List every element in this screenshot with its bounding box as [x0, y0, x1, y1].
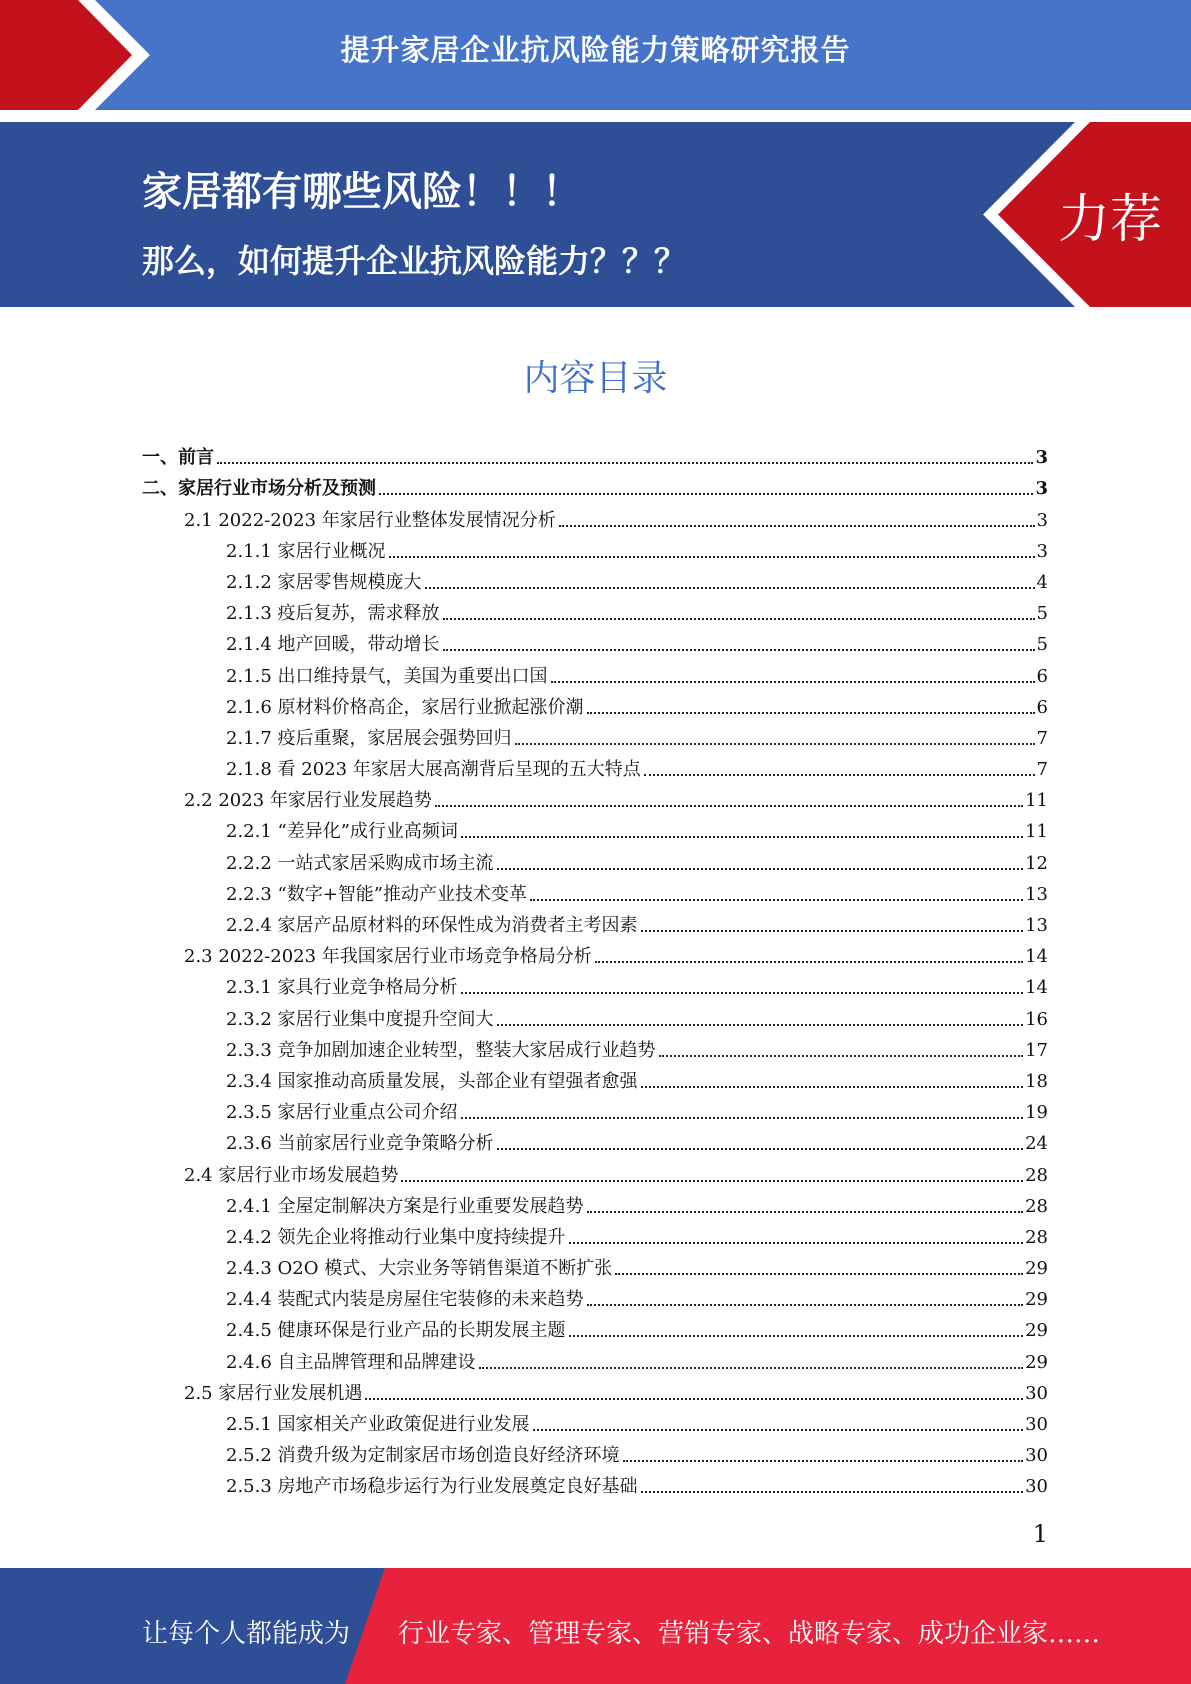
toc-entry-title: 2.1.4 地产回暖，带动增长 — [226, 634, 440, 656]
toc-dot-leader — [461, 991, 1024, 994]
toc-dot-leader — [533, 1428, 1024, 1431]
page-number: 1 — [1032, 1520, 1048, 1548]
toc-dot-leader — [497, 1023, 1024, 1026]
toc-entry[interactable] — [142, 594, 1048, 625]
toc-entry-title: 2.3 2022-2023 年我国家居行业市场竞争格局分析 — [184, 946, 592, 968]
toc-entry-page: 30 — [1025, 1445, 1048, 1467]
toc-entry-title: 2.4 家居行业市场发展趋势 — [184, 1164, 399, 1186]
toc-dot-leader — [461, 1116, 1024, 1119]
toc-entry-page: 11 — [1025, 821, 1048, 843]
toc-entry-page: 29 — [1025, 1289, 1048, 1311]
toc-entry[interactable] — [142, 968, 1048, 999]
toc-dot-leader — [587, 1210, 1024, 1213]
toc-entry-title: 2.1.8 看 2023 年家居大展高潮背后呈现的五大特点 — [226, 759, 641, 781]
toc-dot-leader — [569, 1334, 1024, 1337]
footer-slogan-right: 行业专家、管理专家、营销专家、战略专家、成功企业家…… — [398, 1619, 1101, 1649]
toc-entry-title: 2.3.4 国家推动高质量发展，头部企业有望强者愈强 — [226, 1070, 638, 1092]
toc-entry-title: 2.3.1 家具行业竞争格局分析 — [226, 977, 458, 999]
toc-entry-page: 7 — [1036, 727, 1048, 749]
toc-dot-leader — [435, 804, 1023, 807]
toc-entry-page: 28 — [1025, 1195, 1048, 1217]
toc-dot-leader — [641, 929, 1024, 932]
toc-dot-leader — [461, 835, 1023, 838]
toc-entry[interactable] — [142, 656, 1048, 687]
toc-entry-title: 2.1.7 疫后重聚，家居展会强势回归 — [226, 727, 512, 749]
toc-entry-page: 19 — [1025, 1102, 1048, 1124]
report-header-band — [0, 0, 1191, 110]
toc-entry[interactable] — [142, 625, 1048, 656]
toc-entry-page: 24 — [1025, 1133, 1048, 1155]
toc-entry-title: 2.5.3 房地产市场稳步运行为行业发展奠定良好基础 — [226, 1476, 638, 1498]
toc-entry[interactable] — [142, 1436, 1048, 1467]
toc-entry-page: 3 — [1036, 540, 1048, 562]
toc-entry-page: 11 — [1025, 790, 1048, 812]
toc-entry-title: 2.4.1 全屋定制解决方案是行业重要发展趋势 — [226, 1195, 584, 1217]
toc-entry-title: 2.1.1 家居行业概况 — [226, 540, 386, 562]
toc-dot-leader — [659, 1054, 1024, 1057]
toc-dot-leader — [559, 524, 1035, 527]
toc-entry[interactable] — [142, 1280, 1048, 1311]
footer-slogan-left: 让每个人都能成为 — [142, 1619, 351, 1649]
toc-dot-leader — [587, 1303, 1024, 1306]
toc-entry[interactable] — [142, 750, 1048, 781]
toc-entry-page: 3 — [1035, 478, 1048, 500]
toc-entry-page: 6 — [1036, 696, 1048, 718]
toc-entry-page: 13 — [1025, 915, 1048, 936]
toc-entry[interactable] — [142, 843, 1048, 874]
toc-dot-leader — [389, 555, 1035, 558]
toc-entry-title: 2.2.4 家居产品原材料的环保性成为消费者主考因素 — [226, 915, 638, 936]
toc-entry-page: 5 — [1036, 603, 1048, 625]
toc-entry[interactable] — [142, 906, 1048, 937]
toc-dot-leader — [595, 960, 1023, 963]
toc-entry-title: 2.4.3 O2O 模式、大宗业务等销售渠道不断扩张 — [226, 1258, 613, 1280]
toc-entry-page: 30 — [1025, 1476, 1048, 1498]
toc-dot-leader — [443, 617, 1035, 620]
toc-entry-title: 2.1.3 疫后复苏，需求释放 — [226, 603, 440, 625]
toc-entry[interactable] — [142, 688, 1048, 719]
toc-dot-leader — [644, 773, 1035, 776]
toc-entry-title: 2.2.3 “数字+智能”推动产业技术变革 — [226, 883, 528, 905]
toc-entry[interactable] — [142, 937, 1048, 968]
hero-question-improve: 那么，如何提升企业抗风险能力？？？ — [142, 242, 687, 280]
toc-entry[interactable] — [142, 1155, 1048, 1186]
toc-entry-page: 5 — [1036, 634, 1048, 656]
toc-entry-title: 2.4.6 自主品牌管理和品牌建设 — [226, 1351, 476, 1373]
toc-entry-page: 17 — [1025, 1039, 1048, 1061]
toc-entry-page: 28 — [1025, 1226, 1048, 1248]
toc-entry-page: 16 — [1025, 1008, 1048, 1030]
toc-entry[interactable] — [142, 875, 1048, 906]
toc-entry-page: 30 — [1025, 1414, 1048, 1435]
toc-entry-title: 2.5.1 国家相关产业政策促进行业发展 — [226, 1414, 530, 1435]
toc-entry-page: 14 — [1025, 977, 1048, 999]
toc-entry-page: 14 — [1025, 946, 1048, 968]
toc-entry-title: 2.3.6 当前家居行业竞争策略分析 — [226, 1133, 494, 1155]
toc-dot-leader — [551, 680, 1035, 683]
toc-dot-leader — [569, 1241, 1024, 1244]
toc-entry-title: 2.4.2 领先企业将推动行业集中度持续提升 — [226, 1226, 566, 1248]
toc-entry[interactable] — [142, 1405, 1048, 1436]
toc-entry-page: 4 — [1036, 571, 1048, 593]
toc-entry[interactable] — [142, 1342, 1048, 1373]
toc-entry-title: 2.2 2023 年家居行业发展趋势 — [184, 790, 432, 812]
toc-heading: 内容目录 — [523, 358, 668, 399]
toc-entry-page: 29 — [1025, 1351, 1048, 1373]
toc-entry-page: 7 — [1036, 759, 1048, 781]
toc-dot-leader — [641, 1490, 1024, 1493]
toc-entry-title: 2.2.2 一站式家居采购成市场主流 — [226, 852, 494, 874]
hero-question-risks: 家居都有哪些风险！！！ — [142, 169, 582, 215]
toc-entry-page: 12 — [1025, 852, 1048, 874]
toc-entry-page: 30 — [1025, 1382, 1048, 1404]
toc-entry[interactable] — [142, 1467, 1048, 1498]
toc-entry[interactable] — [142, 999, 1048, 1030]
toc-dot-leader — [530, 898, 1023, 901]
toc-dot-leader — [497, 867, 1024, 870]
toc-entry-title: 2.5 家居行业发展机遇 — [184, 1382, 363, 1404]
toc-entry[interactable] — [142, 1311, 1048, 1342]
toc-entry[interactable] — [142, 1374, 1048, 1405]
toc-entry-title: 2.1.2 家居零售规模庞大 — [226, 571, 422, 593]
toc-entry[interactable] — [142, 719, 1048, 750]
toc-entry-title: 2.1 2022-2023 年家居行业整体发展情况分析 — [184, 509, 556, 531]
toc-entry-page: 3 — [1036, 509, 1048, 531]
toc-dot-leader — [379, 492, 1033, 495]
toc-entry-title: 2.5.2 消费升级为定制家居市场创造良好经济环境 — [226, 1445, 620, 1467]
toc-entry-page: 18 — [1025, 1070, 1048, 1092]
toc-entry-page: 6 — [1036, 665, 1048, 687]
toc-dot-leader — [425, 586, 1035, 589]
toc-entry[interactable] — [142, 1031, 1048, 1062]
toc-entry[interactable] — [142, 1249, 1048, 1280]
toc-entry[interactable] — [142, 438, 1048, 469]
toc-entry[interactable] — [142, 1218, 1048, 1249]
toc-entry-title: 2.3.3 竞争加剧加速企业转型，整装大家居成行业趋势 — [226, 1039, 656, 1061]
toc-entry[interactable] — [142, 1187, 1048, 1218]
toc-dot-leader — [641, 1085, 1024, 1088]
toc-entry-title: 一、前言 — [142, 447, 214, 469]
toc-entry-page: 29 — [1025, 1258, 1048, 1280]
toc-entry-title: 2.4.4 装配式内装是房屋住宅装修的未来趋势 — [226, 1289, 584, 1311]
toc-entry[interactable] — [142, 469, 1048, 500]
toc-dot-leader — [497, 1147, 1024, 1150]
toc-entry[interactable] — [142, 1093, 1048, 1124]
toc-entry-page: 13 — [1025, 883, 1048, 905]
toc-entry-title: 2.3.5 家居行业重点公司介绍 — [226, 1102, 458, 1124]
footer-band — [0, 1568, 1191, 1684]
toc-dot-leader — [479, 1366, 1024, 1369]
toc-entry[interactable] — [142, 1062, 1048, 1093]
toc-entry[interactable] — [142, 563, 1048, 594]
table-of-contents — [142, 438, 1048, 1498]
toc-entry-title: 2.4.5 健康环保是行业产品的长期发展主题 — [226, 1320, 566, 1342]
toc-entry[interactable] — [142, 500, 1048, 531]
toc-dot-leader — [217, 461, 1033, 464]
hero-banner — [0, 122, 1191, 307]
toc-dot-leader — [587, 711, 1035, 714]
toc-entry[interactable] — [142, 1124, 1048, 1155]
toc-entry[interactable] — [142, 781, 1048, 812]
toc-entry-page: 28 — [1025, 1164, 1048, 1186]
toc-dot-leader — [365, 1397, 1023, 1400]
toc-dot-leader — [401, 1179, 1023, 1182]
toc-entry-title: 2.1.5 出口维持景气，美国为重要出口国 — [226, 665, 548, 687]
toc-dot-leader — [515, 742, 1035, 745]
toc-entry-title: 2.1.6 原材料价格高企，家居行业掀起涨价潮 — [226, 696, 584, 718]
toc-entry-page: 3 — [1035, 447, 1048, 469]
toc-entry-page: 29 — [1025, 1320, 1048, 1342]
toc-entry-title: 2.2.1 “差异化”成行业高频词 — [226, 821, 458, 843]
toc-dot-leader — [623, 1459, 1024, 1462]
recommend-badge: 力荐 — [1058, 190, 1163, 250]
toc-entry-title: 2.3.2 家居行业集中度提升空间大 — [226, 1008, 494, 1030]
toc-entry[interactable] — [142, 812, 1048, 843]
toc-entry[interactable] — [142, 532, 1048, 563]
toc-entry-title: 二、家居行业市场分析及预测 — [142, 478, 376, 500]
report-title: 提升家居企业抗风险能力策略研究报告 — [340, 33, 851, 67]
toc-dot-leader — [615, 1272, 1023, 1275]
toc-dot-leader — [443, 648, 1035, 651]
